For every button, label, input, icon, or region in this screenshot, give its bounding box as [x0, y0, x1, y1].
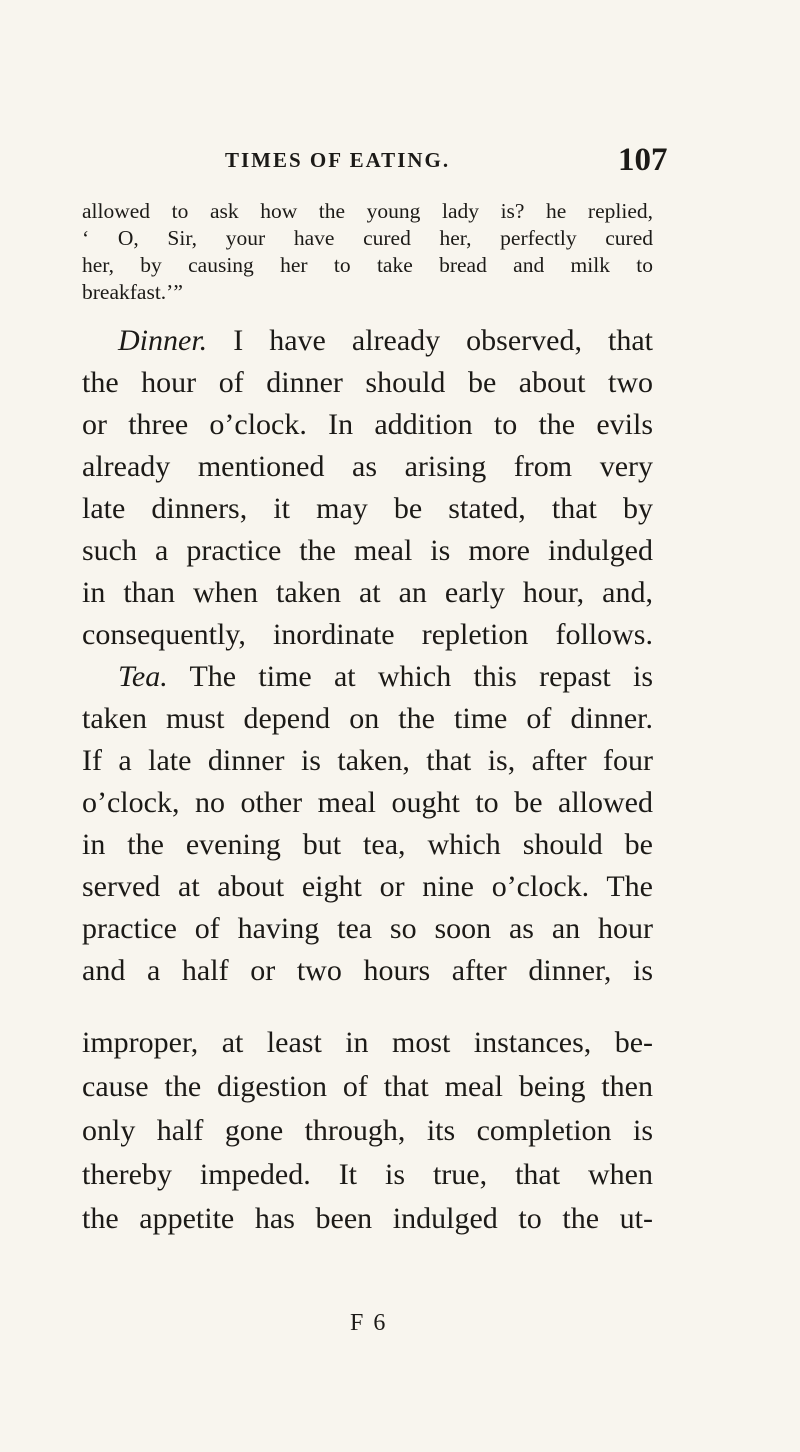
- text-line: breakfast.’”: [82, 280, 183, 304]
- text-line: or three o’clock. In addition to the evils: [82, 408, 653, 441]
- page-header: [0, 142, 800, 182]
- dinner-heading: Dinner.: [118, 324, 208, 357]
- text-line: late dinners, it may be stated, that by: [82, 492, 653, 525]
- text-line: served at about eight or nine o’clock. The: [82, 870, 653, 903]
- page-number: 107: [618, 142, 668, 178]
- text-line: consequently, inordinate repletion follows.: [82, 618, 653, 651]
- running-head: TIMES OF EATING.: [225, 148, 451, 172]
- text-line: o’clock, no other meal ought to be allowed: [82, 786, 653, 819]
- text-line: improper, at least in most instances, be-: [82, 1026, 653, 1059]
- text-line: in the evening but tea, which should be: [82, 828, 653, 861]
- text-line: and a half or two hours after dinner, is: [82, 954, 653, 987]
- text-run: I have already observed, that: [207, 324, 653, 357]
- tea-paragraph-start: [118, 660, 653, 694]
- text-line: cause the digestion of that meal being then: [82, 1070, 653, 1103]
- text-line: ‘ O, Sir, your have cured her, perfectly cured: [82, 226, 653, 250]
- text-line: the hour of dinner should be about two: [82, 366, 653, 399]
- dinner-paragraph-start: [118, 324, 653, 358]
- text-line: already mentioned as arising from very: [82, 450, 653, 483]
- text-line: allowed to ask how the young lady is? he replied,: [82, 199, 653, 223]
- text-line: in than when taken at an early hour, and,: [82, 576, 653, 609]
- text-line: only half gone through, its completion is: [82, 1114, 653, 1147]
- text-line: the appetite has been indulged to the ut-: [82, 1202, 653, 1235]
- text-line: If a late dinner is taken, that is, after four: [82, 744, 653, 777]
- text-line: her, by causing her to take bread and milk to: [82, 253, 653, 277]
- text-line: thereby impeded. It is true, that when: [82, 1158, 653, 1191]
- signature-mark: F 6: [350, 1310, 388, 1336]
- text-line: taken must depend on the time of dinner.: [82, 702, 653, 735]
- text-line: practice of having tea so soon as an hour: [82, 912, 653, 945]
- text-line: such a practice the meal is more indulged: [82, 534, 653, 567]
- text-run: The time at which this repast is: [167, 660, 653, 693]
- tea-heading: Tea.: [118, 660, 168, 693]
